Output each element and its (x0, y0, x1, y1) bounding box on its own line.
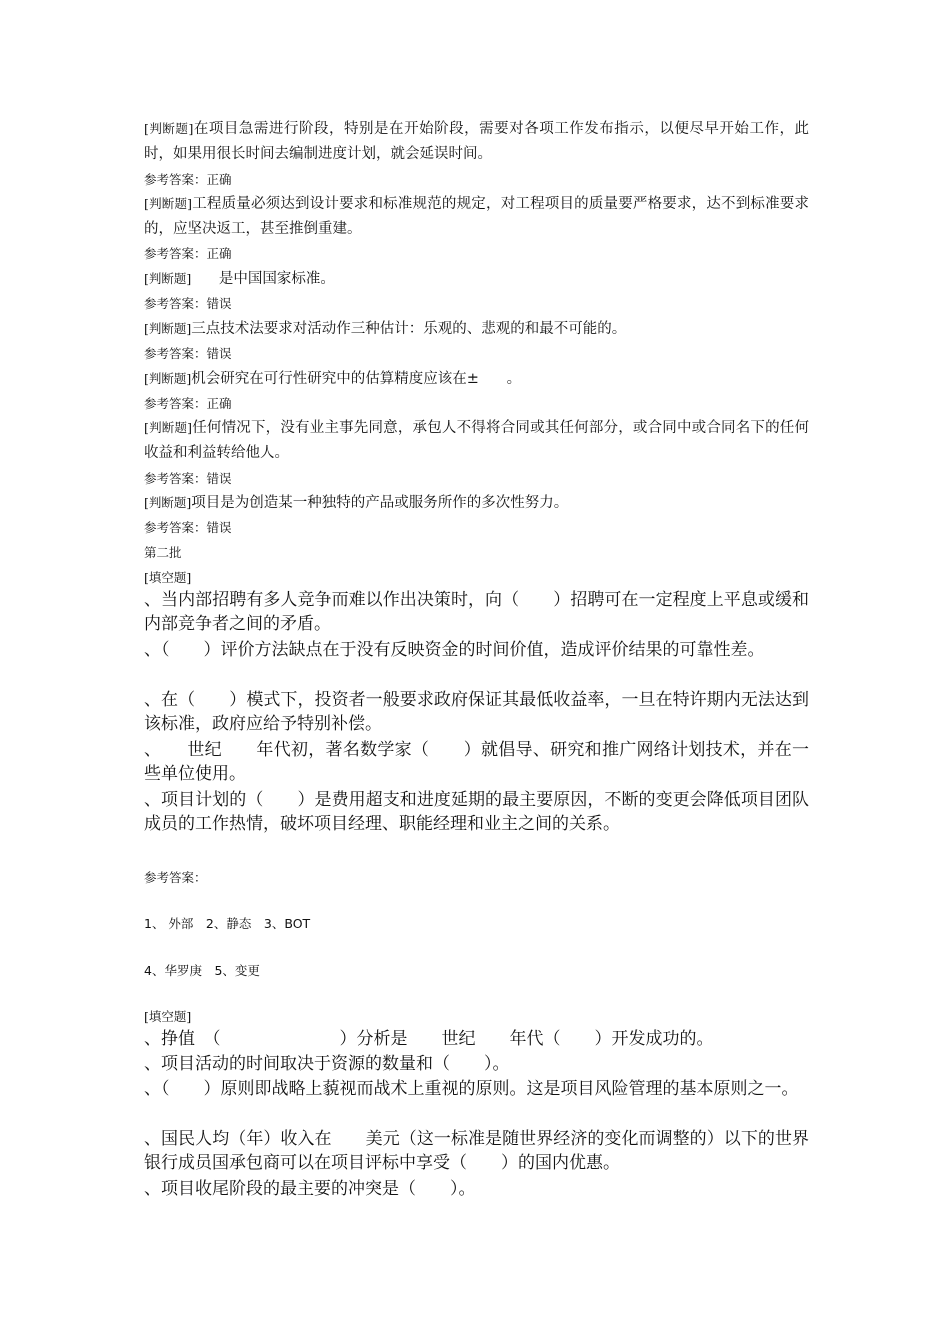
question-text: 工程质量必须达到设计要求和标准规范的规定，对工程项目的质量要严格要求，达不到标准要求的，应坚决返工，甚至推倒重建。 (144, 196, 809, 237)
question-type-tag: [判断题] (144, 495, 192, 510)
fill1-question-4: 、 世纪 年代初，著名数学家（ ）就倡导、研究和推广网络计划技术，并在一些单位使用。 (144, 740, 809, 784)
fill-tag-2: [填空题] (144, 1009, 192, 1024)
fill1-answer-line-1: 1、 外部 2、静态 3、BOT (144, 916, 311, 931)
judge-question-2 (144, 191, 809, 242)
judge-answer-3: 参考答案：错误 (144, 296, 232, 311)
question-text: 项目是为创造某一种独特的产品或服务所作的多次性努力。 (191, 495, 569, 511)
judge-question-6 (144, 415, 809, 466)
fill2-question-5: 、项目收尾阶段的最主要的冲突是（ ）。 (144, 1179, 476, 1199)
judge-question-7 (144, 490, 809, 516)
question-text: 在项目急需进行阶段，特别是在开始阶段，需要对各项工作发布指示，以便尽早开始工作，此时，如果用很长时间去编制进度计划，就会延误时间。 (144, 121, 809, 162)
judge-question-1 (144, 116, 809, 167)
question-text: 是中国国家标准。 (191, 271, 335, 287)
question-type-tag: [判断题] (144, 271, 192, 286)
question-text: 三点技术法要求对活动作三种估计：乐观的、悲观的和最不可能的。 (191, 321, 627, 337)
fill2-question-3: 、（ ）原则即战略上藐视而战术上重视的原则。这是项目风险管理的基本原则之一。 (144, 1079, 799, 1099)
fill2-question-1: 、挣值 （ ）分析是 世纪 年代（ ）开发成功的。 (144, 1029, 714, 1049)
fill1-question-1: 、当内部招聘有多人竞争而难以作出决策时，向（ ）招聘可在一定程度上平息或缓和内部竞争者之间的矛盾。 (144, 590, 809, 634)
fill1-question-5: 、项目计划的（ ）是费用超支和进度延期的最主要原因，不断的变更会降低项目团队成员的工作热情，破坏项目经理、职能经理和业主之间的关系。 (144, 790, 809, 834)
question-type-tag: [判断题] (144, 420, 193, 435)
judge-question-5 (144, 366, 809, 392)
judge-question-4 (144, 316, 809, 342)
question-text: 机会研究在可行性研究中的估算精度应该在± 。 (191, 371, 522, 387)
judge-answer-2: 参考答案：正确 (144, 246, 232, 261)
judge-answer-4: 参考答案：错误 (144, 346, 232, 361)
fill-tag-1: [填空题] (144, 570, 192, 585)
question-type-tag: [判断题] (144, 371, 192, 386)
fill2-question-2: 、项目活动的时间取决于资源的数量和（ ）。 (144, 1054, 510, 1074)
fill1-question-2: 、（ ）评价方法缺点在于没有反映资金的时间价值，造成评价结果的可靠性差。 (144, 640, 765, 660)
batch-title: 第二批 (144, 545, 182, 560)
fill1-question-3: 、在（ ）模式下，投资者一般要求政府保证其最低收益率，一旦在特许期内无法达到该标准，政府应给予特别补偿。 (144, 690, 809, 734)
judge-question-3 (144, 266, 809, 292)
fill1-answer-label: 参考答案： (144, 870, 207, 885)
question-text: 任何情况下，没有业主事先同意，承包人不得将合同或其任何部分，或合同中或合同名下的任何收益和利益转给他人。 (144, 420, 809, 461)
question-type-tag: [判断题] (144, 121, 194, 136)
judge-answer-1: 参考答案：正确 (144, 172, 232, 187)
fill1-answer-line-2: 4、华罗庚 5、变更 (144, 963, 260, 978)
judge-answer-6: 参考答案：错误 (144, 471, 232, 486)
question-type-tag: [判断题] (144, 321, 192, 336)
judge-answer-7: 参考答案：错误 (144, 520, 232, 535)
question-type-tag: [判断题] (144, 196, 193, 211)
judge-answer-5: 参考答案：正确 (144, 396, 232, 411)
fill2-question-4: 、国民人均（年）收入在 美元（这一标准是随世界经济的变化而调整的）以下的世界银行成员国承包商可以在项目评标中享受（ ）的国内优惠。 (144, 1129, 809, 1173)
